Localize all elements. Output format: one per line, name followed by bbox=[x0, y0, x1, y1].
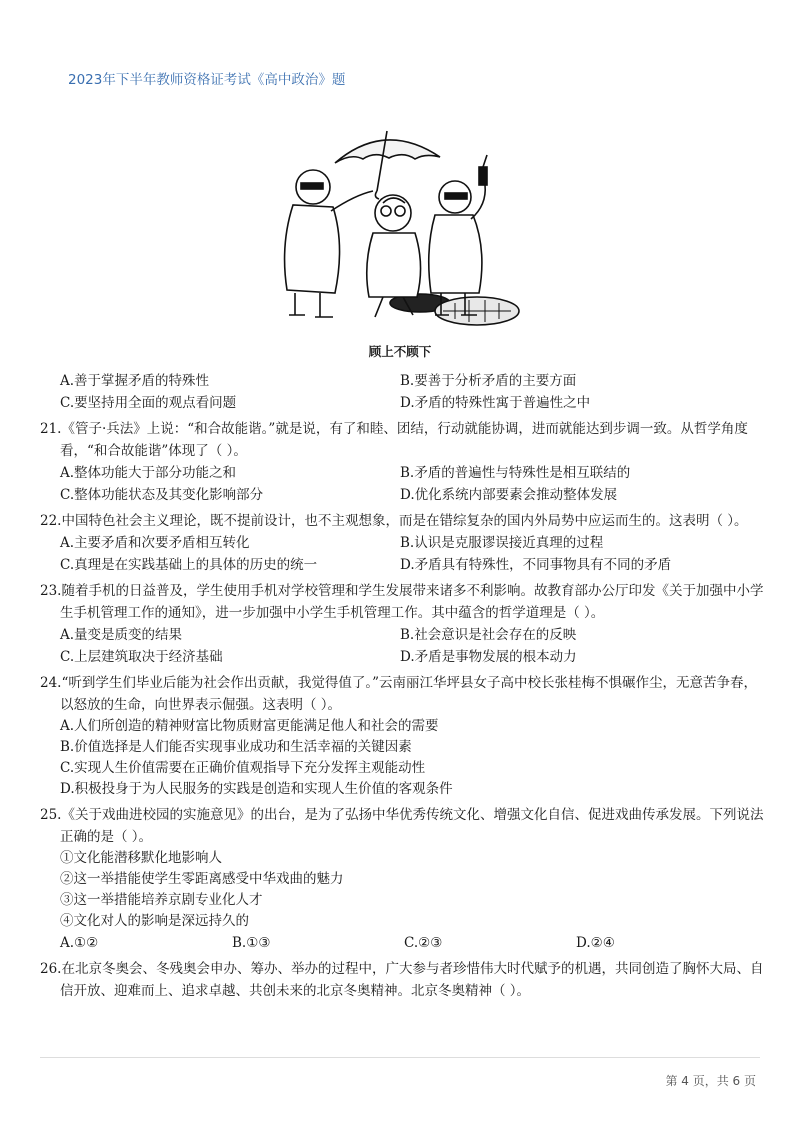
option-c: C.要坚持用全面的观点看问题 bbox=[60, 395, 237, 411]
option-a: A.整体功能大于部分功能之和 bbox=[60, 465, 237, 481]
option-a: A.人们所创造的精神财富比物质财富更能满足他人和社会的需要 bbox=[60, 718, 439, 734]
umbrella-canopy bbox=[335, 140, 440, 163]
q20-options-row-1 bbox=[40, 370, 765, 392]
option-a: A.主要矛盾和次要矛盾相互转化 bbox=[60, 535, 250, 551]
footer-divider bbox=[40, 1057, 760, 1058]
q23-options-row-2 bbox=[40, 646, 765, 668]
option-d: D.②④ bbox=[576, 935, 615, 951]
cartoon-illustration bbox=[265, 125, 535, 330]
q21-options-row-1 bbox=[40, 462, 765, 484]
statement-3: ③这一举措能培养京剧专业化人才 bbox=[60, 892, 263, 908]
option-c: C.真理是在实践基础上的具体的历史的统一 bbox=[60, 557, 318, 573]
option-b: B.要善于分析矛盾的主要方面 bbox=[400, 373, 577, 389]
q20-options-row-2 bbox=[40, 392, 765, 414]
option-c: C.②③ bbox=[404, 935, 443, 951]
option-d: D.矛盾的特殊性寓于普遍性之中 bbox=[400, 395, 591, 411]
question-21-stem: 21.《管子·兵法》上说：“和合故能谐。”就是说，有了和睦、团结，行动就能协调，进而就能达到步调一致。从哲学角度看，“和合故能谐”体现了（ ）。 bbox=[40, 421, 748, 459]
option-d: D.优化系统内部要素会推动整体发展 bbox=[400, 487, 618, 503]
statement-2: ②这一举措能使学生零距离感受中华戏曲的魅力 bbox=[60, 871, 344, 887]
question-22-stem: 22.中国特色社会主义理论，既不提前设计，也不主观想象，而是在错综复杂的国内外局势中应运而生的。这表明（ ）。 bbox=[40, 513, 748, 529]
option-d: D.积极投身于为人民服务的实践是创造和实现人生价值的客观条件 bbox=[60, 781, 453, 797]
option-b: B.社会意识是社会存在的反映 bbox=[400, 627, 577, 643]
option-a: A.①② bbox=[60, 935, 99, 951]
option-d: D.矛盾是事物发展的根本动力 bbox=[400, 649, 577, 665]
option-c: C.整体功能状态及其变化影响部分 bbox=[60, 487, 264, 503]
option-b: B.①③ bbox=[232, 935, 271, 951]
option-b: B.认识是克服谬误接近真理的过程 bbox=[400, 535, 604, 551]
question-26-stem: 26.在北京冬奥会、冬残奥会申办、筹办、举办的过程中，广大参与者珍惜伟大时代赋予的机遇，共同创造了胸怀大局、自信开放、迎难而上、追求卓越、共创未来的北京冬奥精神。北京冬奥精神（ ）。 bbox=[40, 961, 764, 999]
statement-4: ④文化对人的影响是深远持久的 bbox=[60, 913, 249, 929]
q22-options-row-2 bbox=[40, 554, 765, 576]
page-header-title: 2023年下半年教师资格证考试《高中政治》题 bbox=[68, 72, 346, 88]
question-23-stem: 23.随着手机的日益普及，学生使用手机对学校管理和学生发展带来诸多不利影响。故教育部办公厅印发《关于加强中小学生手机管理工作的通知》，进一步加强中小学生手机管理工作。其中蕴含的哲学道理是（ ）。 bbox=[40, 583, 764, 621]
option-c: C.实现人生价值需要在正确价值观指导下充分发挥主观能动性 bbox=[60, 760, 426, 776]
question-24-stem: 24.“听到学生们毕业后能为社会作出贡献，我觉得值了。”云南丽江华坪县女子高中校长张桂梅不惧碾作尘，无意苦争春，以怒放的生命，向世界表示倔强。这表明（ ）。 bbox=[40, 675, 758, 713]
q25-options-row bbox=[40, 932, 765, 954]
q23-options-row-1 bbox=[40, 624, 765, 646]
figure-caption: 顾上不顾下 bbox=[368, 344, 432, 359]
option-a: A.善于掌握矛盾的特殊性 bbox=[60, 373, 210, 389]
q22-options-row-1 bbox=[40, 532, 765, 554]
option-a: A.量变是质变的结果 bbox=[60, 627, 183, 643]
page-number: 第 4 页，共 6 页 bbox=[665, 1074, 756, 1088]
option-d: D.矛盾具有特殊性，不同事物具有不同的矛盾 bbox=[400, 557, 672, 573]
statement-1: ①文化能潜移默化地影响人 bbox=[60, 850, 222, 866]
option-b: B.矛盾的普遍性与特殊性是相互联结的 bbox=[400, 465, 631, 481]
question-content bbox=[40, 370, 765, 1002]
option-b: B.价值选择是人们能否实现事业成功和生活幸福的关键因素 bbox=[60, 739, 412, 755]
question-25-stem: 25.《关于戏曲进校园的实施意见》的出台，是为了弘扬中华优秀传统文化、增强文化自信、促进戏曲传承发展。下列说法正确的是（ ）。 bbox=[40, 807, 764, 845]
q21-options-row-2 bbox=[40, 484, 765, 506]
option-c: C.上层建筑取决于经济基础 bbox=[60, 649, 223, 665]
